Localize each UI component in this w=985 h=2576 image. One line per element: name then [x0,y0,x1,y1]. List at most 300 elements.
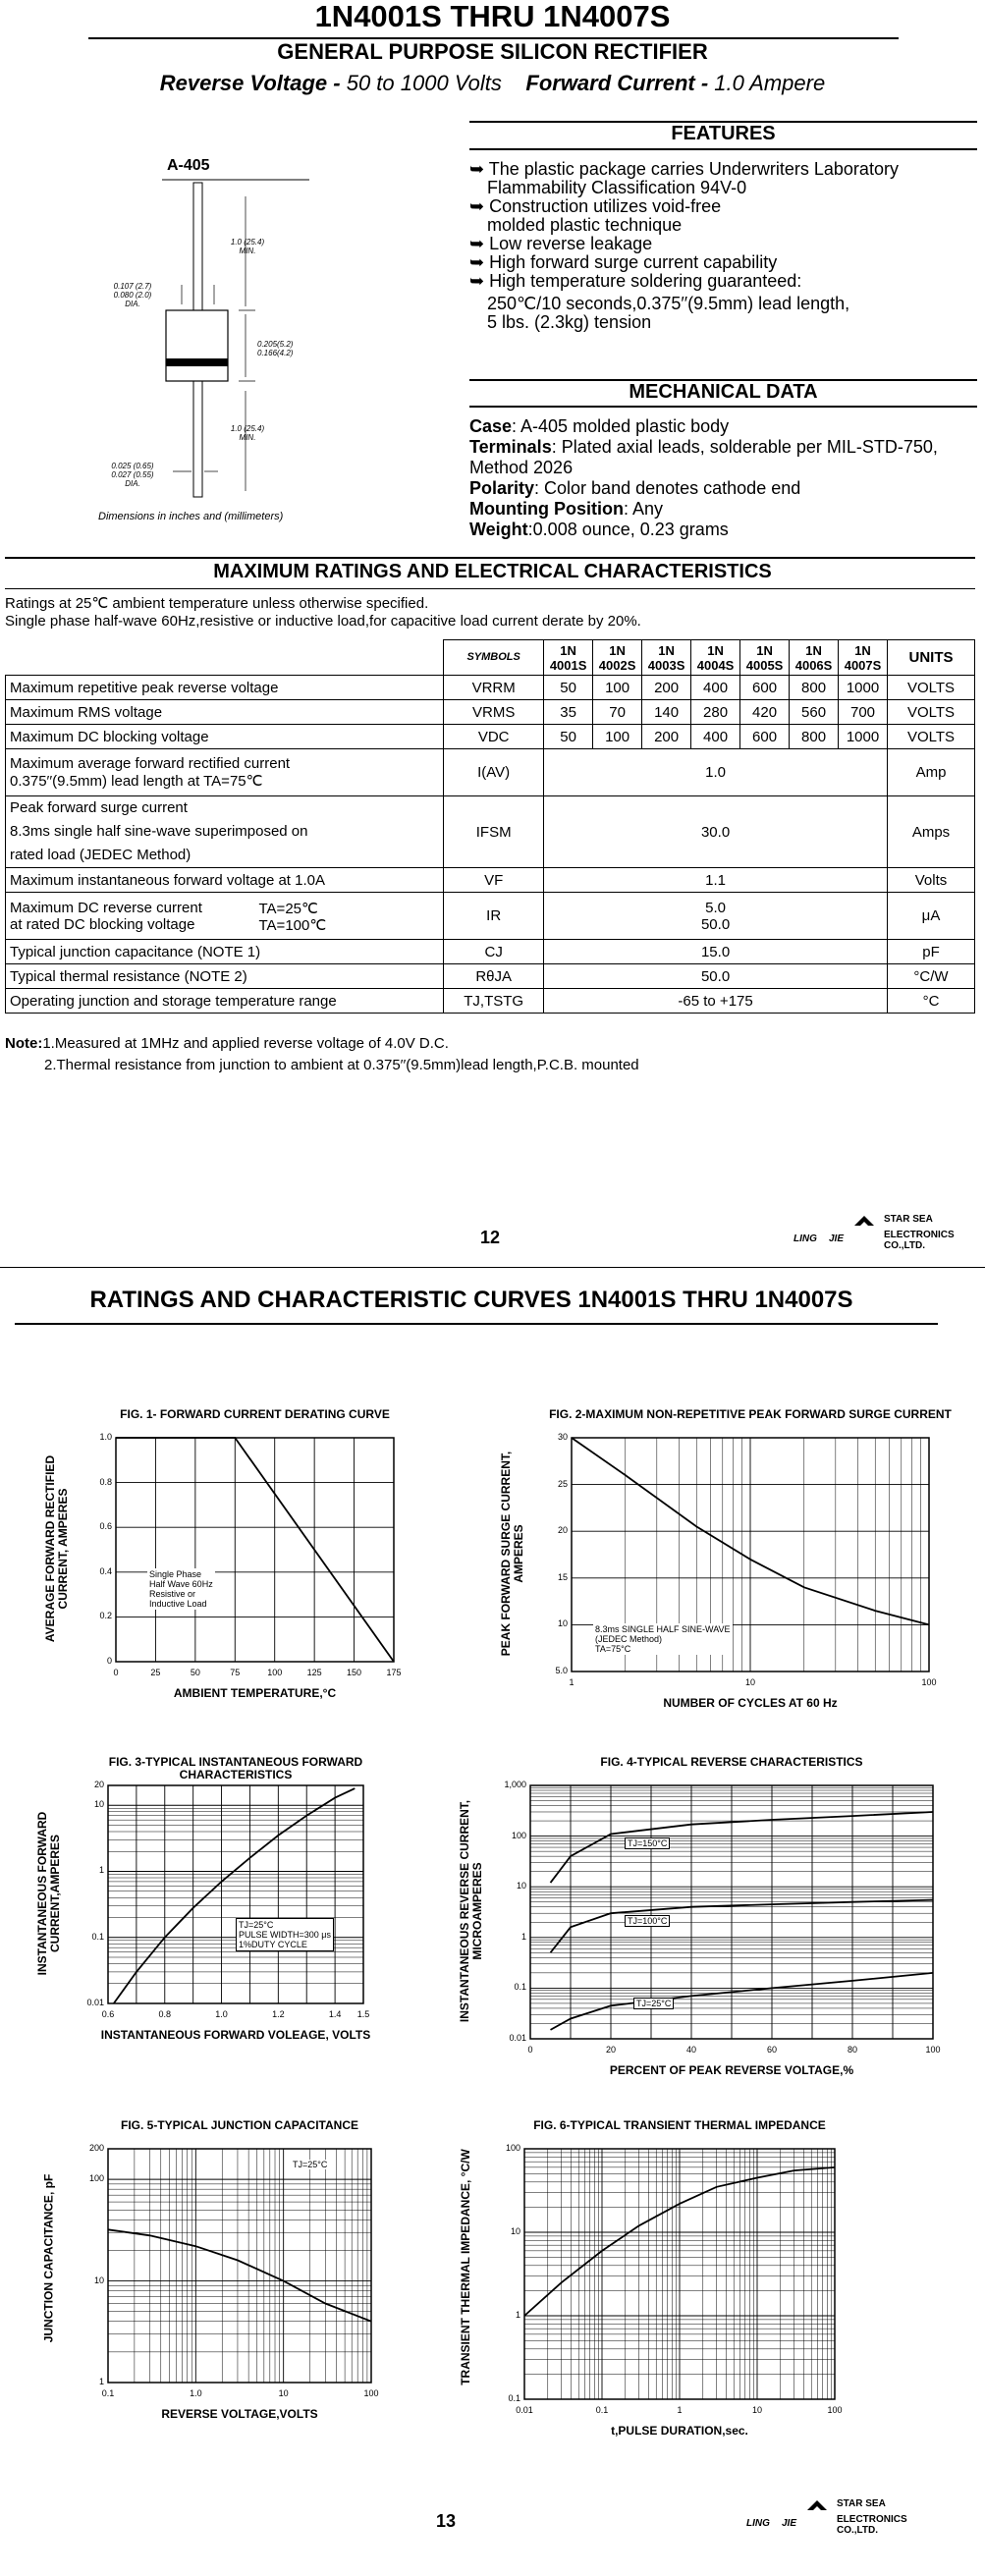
row-value: 140 [642,700,691,725]
feature-item [469,216,899,235]
annotation-line: TJ=25°C [239,1920,274,1930]
y-tick-label: 1 [515,2310,520,2320]
part-header [642,640,691,676]
chart-title: FIG. 5-TYPICAL JUNCTION CAPACITANCE [120,2118,358,2132]
x-tick-label: 100 [363,2388,379,2398]
part-line: 4004S [696,657,735,673]
y-tick-label: 100 [511,1830,526,1840]
x-tick-label: 0.1 [101,2388,115,2398]
x-tick-label: 80 [847,2045,857,2055]
x-tick-label: 10 [751,2405,762,2415]
features-list [469,160,899,332]
x-tick-label: 25 [150,1668,161,1677]
logo-mark-icon [805,2496,829,2516]
y-tick-label: 10 [516,1881,526,1891]
note-line [5,1055,639,1076]
row-label: Operating junction and storage temperature range [6,989,444,1014]
curve-label: TJ=150°C [625,1837,670,1849]
row-value: 100 [593,676,642,700]
curves-rule [15,1323,938,1325]
row-symbol: VF [444,868,544,893]
mech-item [469,416,938,437]
dim-text: 0.025 (0.65) [111,462,154,470]
row-symbol: IFSM [444,796,544,868]
package-name: A-405 [167,157,210,174]
logo-jie: JIE [782,2518,797,2529]
row-label [6,796,444,868]
bullet-arrow-icon: ➥ [469,271,490,291]
row-value: 70 [593,700,642,725]
row-symbol: VRRM [444,676,544,700]
row-value: -65 to +175 [544,989,888,1014]
x-tick-label: 0.6 [101,2009,115,2019]
part-line: 4005S [745,657,784,673]
chart-title: FIG. 2-MAXIMUM NON-REPETITIVE PEAK FORWARD SURGE CURRENT [549,1407,952,1421]
ratings-note-line: Single phase half-wave 60Hz,resistive or inductive load,for capacitive load current derate by 20%. [5,613,641,630]
row-value: 1000 [839,676,888,700]
bullet-arrow-icon: ➥ [469,159,489,179]
row-value: 50 [544,676,593,700]
y-tick-label: 1 [98,2377,104,2386]
part-line: 1N [609,642,626,658]
y-tick-label: 1.0 [99,1432,112,1442]
row-unit: VOLTS [888,676,975,700]
bullet-arrow-icon: ➥ [469,252,490,272]
row-label-line: 0.375′′(9.5mm) lead length at TA=75℃ [10,773,263,790]
y-tick-label: 10 [557,1618,568,1629]
y-axis-label: TRANSIENT THERMAL IMPEDANCE, °C/W [458,2148,472,2385]
row-value: 1000 [839,725,888,749]
x-tick-label: 1.4 [328,2009,342,2019]
x-tick-label: 1.5 [356,2009,370,2019]
dim-text: MIN. [239,247,256,255]
x-axis-label: INSTANTANEOUS FORWARD VOLEAGE, VOLTS [100,2028,371,2042]
y-tick-label: 5.0 [555,1666,568,1675]
feature-item [469,179,899,197]
part-line: 4007S [844,657,882,673]
annotation-line: (JEDEC Method) [595,1634,663,1644]
y-tick-label: 20 [93,1780,104,1789]
x-tick-label: 1.2 [272,2009,285,2019]
row-symbol: VRMS [444,700,544,725]
y-tick-label: 0 [106,1656,112,1666]
dim-lead-top [218,238,277,255]
mech-item [469,458,938,478]
y-tick-label: 0.1 [91,1931,104,1942]
row-value: 100 [593,725,642,749]
mech-key: Mounting Position [469,499,624,519]
x-tick-label: 100 [827,2405,843,2415]
row-unit: Amp [888,749,975,796]
mech-value: :0.008 ounce, 0.23 grams [527,520,729,539]
y-tick-label: 0.4 [99,1565,112,1576]
package-drawing [98,177,334,501]
feature-text: 5 lbs. (2.3kg) tension [487,312,652,332]
part-line: 1N [756,642,773,658]
x-tick-label: 40 [685,2045,696,2055]
feature-item [469,197,899,216]
x-tick-label: 100 [267,1668,283,1677]
dim-text: MIN. [239,433,256,442]
annotation-line: Half Wave 60Hz [149,1579,213,1589]
annotation-line: TA=75°C [595,1644,631,1654]
row-symbol: RθJA [444,964,544,989]
table-cell [6,640,444,676]
table-row [6,725,975,749]
row-value: 1.1 [544,868,888,893]
logo-mark-icon [852,1212,876,1232]
table-row [6,868,975,893]
y-tick-label: 25 [557,1478,568,1489]
y-axis-label: JUNCTION CAPACITANCE, pF [41,2173,56,2343]
page-number: 13 [436,2511,457,2531]
x-tick-label: 0.8 [158,2009,172,2019]
dim-text: 0.166(4.2) [257,349,294,357]
mech-key: Terminals [469,437,552,457]
feature-text: High forward surge current capability [489,252,778,272]
x-tick-label: 150 [347,1668,362,1677]
mech-item [469,499,938,520]
dim-text: 0.027 (0.55) [111,470,154,479]
mech-value: Method 2026 [469,458,574,477]
dim-text: 0.080 (2.0) [113,291,152,300]
dim-body-dia [98,282,167,308]
row-value: 400 [691,676,740,700]
part-line: 1N [805,642,822,658]
spec-line [0,71,985,96]
chart-title: FIG. 6-TYPICAL TRANSIENT THERMAL IMPEDANCE [533,2118,826,2132]
x-tick-label: 50 [190,1668,200,1677]
row-label: Maximum DC blocking voltage [6,725,444,749]
y-tick-label: 10 [510,2226,520,2236]
annotation-line: Resistive or [149,1589,196,1599]
mech-value: : A-405 molded plastic body [512,416,730,436]
symbols-header: SYMBOLS [444,640,544,676]
x-tick-label: 0 [113,1668,119,1677]
row-symbol: IR [444,893,544,940]
x-tick-label: 1 [677,2405,683,2415]
page-title: 1N4001S THRU 1N4007S [314,0,671,33]
logo-name: STAR SEA [837,2498,886,2509]
ratings-table [5,639,975,1014]
dim-lead-bot [218,424,277,442]
spec-rv-value: 50 to 1000 Volts [346,71,502,95]
row-symbol: TJ,TSTG [444,989,544,1014]
y-tick-label: 0.01 [509,2033,526,2043]
chart-title: FIG. 3-TYPICAL INSTANTANEOUS FORWARD CHARACTERISTICS [108,1755,363,1781]
part-header [790,640,839,676]
y-tick-label: 100 [88,2173,104,2184]
fig4-plot [530,1785,933,2039]
row-unit: μA [888,893,975,940]
fig6-plot [524,2149,835,2399]
row-label: Maximum RMS voltage [6,700,444,725]
part-line: 4003S [647,657,685,673]
row-value: 50 [544,725,593,749]
page-separator [0,1267,985,1268]
part-line: 4006S [794,657,833,673]
plot-frame [116,1438,394,1662]
mech-rule-bottom [469,406,977,408]
table-row [6,940,975,964]
mech-item [469,437,938,458]
chart-annotation [147,1568,215,1610]
row-value: 420 [740,700,790,725]
curves-heading: RATINGS AND CHARACTERISTIC CURVES 1N4001S THRU 1N4007S [89,1287,853,1313]
x-tick-label: 10 [744,1677,755,1687]
x-axis-label: PERCENT OF PEAK REVERSE VOLTAGE,% [609,2063,854,2077]
y-tick-label: 1 [520,1931,526,1942]
row-label-text: TA=100℃ [258,916,327,934]
row-label-line: 8.3ms single half sine-wave superimposed on [10,823,308,840]
note-label: Note: [5,1035,43,1052]
feature-text: Flammability Classification 94V-0 [487,178,747,197]
row-value: 700 [839,700,888,725]
row-label-line: Peak forward surge current [10,799,188,816]
mech-value: : Any [623,499,663,519]
fig1-plot [116,1438,394,1662]
logo-jie: JIE [829,1233,845,1244]
table-row [6,989,975,1014]
feature-item [469,272,899,291]
chart-annotation [236,1918,334,1951]
row-value: 600 [740,676,790,700]
row-unit: Amps [888,796,975,868]
notes [5,1033,639,1076]
y-tick-label: 0.6 [99,1521,112,1532]
x-tick-label: 1.0 [215,2009,228,2019]
ratings-note-line: Ratings at 25℃ ambient temperature unless otherwise specified. [5,595,429,612]
chart-annotation [593,1623,733,1655]
mech-item [469,478,938,499]
fig3-plot [108,1785,363,2003]
table-row [6,964,975,989]
row-symbol: CJ [444,940,544,964]
row-value: 560 [790,700,839,725]
spec-fc-label: Forward Current - [525,71,709,95]
row-label [6,749,444,796]
ratings-note [5,595,641,630]
mech-key: Polarity [469,478,535,498]
x-tick-label: 0.01 [516,2405,533,2415]
units-header: UNITS [888,640,975,676]
y-tick-label: 0.01 [86,1998,104,2007]
dim-text: 0.205(5.2) [257,340,294,349]
row-label: Typical thermal resistance (NOTE 2) [6,964,444,989]
plot-frame [108,1785,363,2003]
row-label-line [10,916,439,933]
part-header [544,640,593,676]
feature-item [469,253,899,272]
row-label-line [10,900,439,916]
row-unit: °C [888,989,975,1014]
row-value: 200 [642,676,691,700]
y-tick-label: 0.1 [508,2393,520,2403]
annotation-line: PULSE WIDTH=300 μs [239,1930,331,1940]
y-tick-label: 30 [557,1432,568,1442]
row-value-line: 5.0 [705,899,726,916]
annotation-line: 8.3ms SINGLE HALF SINE-WAVE [595,1624,731,1634]
x-tick-label: 175 [386,1668,402,1677]
series-line [551,1973,934,2030]
table-header-row [6,640,975,676]
row-unit: Volts [888,868,975,893]
part-header [593,640,642,676]
company-logo [793,1210,980,1251]
note-text: 1.Measured at 1MHz and applied reverse voltage of 4.0V D.C. [42,1035,449,1052]
dimensions-caption: Dimensions in inches and (millimeters) [98,511,284,522]
curve-label: TJ=25°C [633,1998,674,2009]
mech-list [469,416,938,540]
y-tick-label: 100 [505,2143,520,2153]
x-tick-label: 100 [925,2045,941,2055]
row-label: Maximum instantaneous forward voltage at 1.0A [6,868,444,893]
feature-text: The plastic package carries Underwriters Laboratory [488,159,899,179]
y-tick-label: 1 [98,1865,104,1876]
row-value [544,893,888,940]
max-rule-top [5,557,975,559]
dim-text: DIA. [125,300,140,308]
row-label: Maximum repetitive peak reverse voltage [6,676,444,700]
feature-text: High temperature soldering guaranteed: [489,271,802,291]
features-heading: FEATURES [671,123,776,144]
x-axis-label: NUMBER OF CYCLES AT 60 Hz [663,1696,838,1710]
feature-text: 250℃/10 seconds,0.375′′(9.5mm) lead length, [487,294,850,313]
feature-text: Construction utilizes void-free [489,196,722,216]
row-value: 50.0 [544,964,888,989]
dim-text: DIA. [125,479,140,488]
series-line [116,1438,394,1662]
row-unit: pF [888,940,975,964]
page-number: 12 [480,1228,501,1247]
mech-value: : Plated axial leads, solderable per MIL-STD-750, [551,437,938,457]
logo-ling: LING [746,2518,770,2529]
row-value: 400 [691,725,740,749]
y-tick-label: 10 [93,1799,104,1810]
mech-value: : Color band denotes cathode end [534,478,801,498]
y-axis-label: INSTANTANEOUS FORWARD CURRENT,AMPERES [35,1811,62,1976]
row-label [6,893,444,940]
y-tick-label: 20 [557,1525,568,1536]
row-value: 800 [790,676,839,700]
chart-title: FIG. 1- FORWARD CURRENT DERATING CURVE [120,1407,390,1421]
row-label-line: rated load (JEDEC Method) [10,847,192,863]
feature-item [469,295,899,313]
x-tick-label: 0 [527,2045,533,2055]
x-tick-label: 100 [921,1677,937,1687]
row-unit: VOLTS [888,725,975,749]
row-value: 35 [544,700,593,725]
features-rule-bottom [469,148,977,150]
table-row [6,676,975,700]
x-tick-label: 20 [605,2045,616,2055]
feature-item [469,160,899,179]
logo-company: ELECTRONICS CO.,LTD. [884,1230,955,1251]
logo-company: ELECTRONICS CO.,LTD. [837,2514,907,2536]
y-tick-label: 200 [88,2143,104,2153]
mech-key: Case [469,416,513,436]
feature-text: Low reverse leakage [489,234,653,253]
row-value: 280 [691,700,740,725]
series-line [114,1788,355,2003]
part-line: 1N [707,642,724,658]
chart-annotation: TJ=25°C [293,2160,328,2169]
page-subtitle: GENERAL PURPOSE SILICON RECTIFIER [277,39,708,64]
y-tick-label: 0.8 [99,1476,112,1487]
row-label-text: at rated DC blocking voltage [10,915,195,933]
row-value: 600 [740,725,790,749]
y-tick-label: 15 [557,1571,568,1582]
row-symbol: I(AV) [444,749,544,796]
company-logo [746,2494,943,2538]
y-tick-label: 10 [93,2275,104,2285]
row-label: Typical junction capacitance (NOTE 1) [6,940,444,964]
x-tick-label: 75 [230,1668,241,1677]
mech-item [469,520,938,540]
dim-lead-dia [98,462,167,488]
part-line: 4001S [549,657,587,673]
annotation-line: Inductive Load [149,1599,207,1609]
dim-text: 1.0 (25.4) [230,238,265,247]
feature-text: molded plastic technique [487,215,683,235]
part-line: 1N [854,642,871,658]
logo-name: STAR SEA [884,1214,933,1225]
feature-item [469,235,899,253]
x-tick-label: 1 [569,1677,575,1687]
row-value: 200 [642,725,691,749]
y-tick-label: 0.2 [99,1611,112,1621]
row-value-line: 50.0 [700,915,731,933]
note-text: 2.Thermal resistance from junction to ambient at 0.375′′(9.5mm)lead length,P.C.B. mounted [44,1057,639,1073]
x-tick-label: 10 [278,2388,289,2398]
part-header [740,640,790,676]
series-line [551,1900,934,1953]
row-value: 1.0 [544,749,888,796]
max-rule-bottom [5,588,975,589]
y-tick-label: 0.1 [514,1982,526,1993]
curve-label: TJ=100°C [625,1915,670,1927]
x-tick-label: 125 [306,1668,322,1677]
x-axis-label: t,PULSE DURATION,sec. [611,2424,748,2438]
mech-key: Weight [469,520,528,539]
y-axis-label: AVERAGE FORWARD RECTIFIED CURRENT, AMPERES [43,1454,70,1643]
note-line [5,1033,639,1055]
x-tick-label: 1.0 [190,2388,202,2398]
row-label-line: Maximum average forward rectified current [10,755,291,772]
mech-heading: MECHANICAL DATA [629,381,818,403]
row-value: 15.0 [544,940,888,964]
row-value: 800 [790,725,839,749]
max-heading: MAXIMUM RATINGS AND ELECTRICAL CHARACTERISTICS [213,561,772,582]
part-header [691,640,740,676]
series-line [108,2229,371,2321]
dim-text: 0.107 (2.7) [113,282,152,291]
bullet-arrow-icon: ➥ [469,196,490,216]
spec-rv-label: Reverse Voltage - [159,71,341,95]
feature-item [469,313,899,332]
fig5-plot [108,2149,371,2383]
y-axis-label: PEAK FORWARD SURGE CURRENT, AMPERES [499,1451,525,1657]
x-axis-label: REVERSE VOLTAGE,VOLTS [161,2407,318,2421]
row-unit: VOLTS [888,700,975,725]
x-tick-label: 60 [766,2045,777,2055]
table-row [6,893,975,940]
row-label-text: Maximum DC reverse current [10,899,202,916]
dim-body-len [257,340,293,357]
bullet-arrow-icon: ➥ [469,234,490,253]
y-axis-label: INSTANTANEOUS REVERSE CURRENT, MICROAMPERES [458,1799,484,2023]
logo-ling: LING [793,1233,817,1244]
